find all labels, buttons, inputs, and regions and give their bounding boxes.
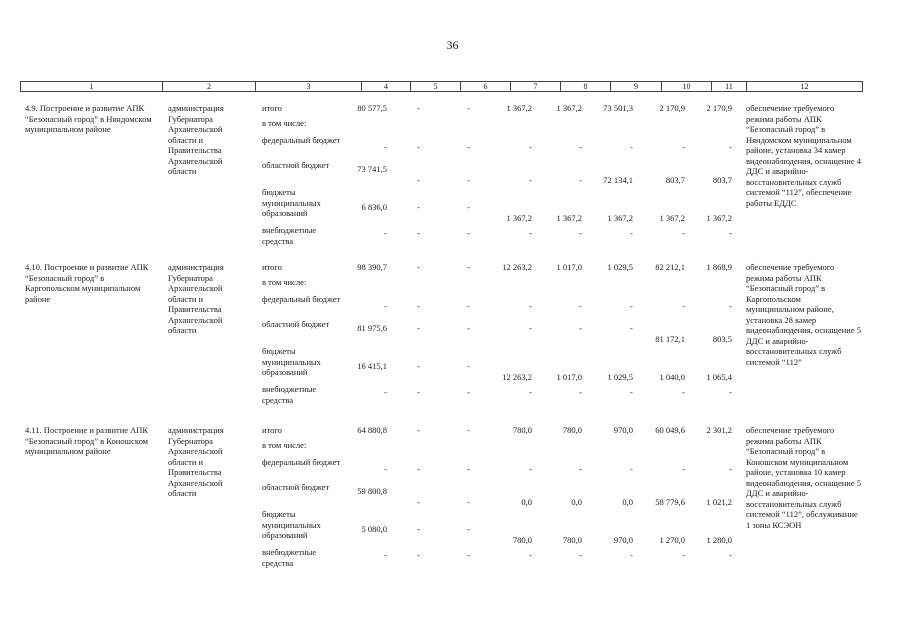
- funding-value-c5: -: [417, 228, 420, 238]
- funding-value-c7: -: [529, 464, 532, 474]
- funding-value-c9: -: [630, 142, 633, 152]
- funding-value-c8: -: [579, 387, 582, 397]
- funding-value-c7: 780,0: [512, 535, 532, 545]
- funding-source-label: областной бюджет: [262, 319, 330, 329]
- funding-value-c10: 2 170,9: [659, 103, 685, 113]
- funding-value-c6: -: [467, 497, 470, 507]
- funding-value-c8: 0,0: [571, 497, 582, 507]
- funding-value-c5: -: [417, 425, 420, 435]
- column-number: 4: [362, 82, 411, 92]
- funding-value-c9: 970,0: [613, 535, 633, 545]
- funding-value-c9: 1 029,5: [607, 262, 633, 272]
- funding-value-c11: 2 301,2: [706, 425, 732, 435]
- funding-value-c11: -: [729, 228, 732, 238]
- funding-value-c5: -: [417, 175, 420, 185]
- funding-value-c11: 1 367,2: [706, 213, 732, 223]
- section-name: 4.10. Построение и развитие АПК “Безопасный город” в Каргопольском муниципальном районе: [25, 262, 149, 304]
- funding-source-label: областной бюджет: [262, 160, 330, 170]
- funding-value-c11: -: [729, 142, 732, 152]
- funding-value-c6: -: [467, 361, 470, 371]
- program-section: [0, 262, 905, 412]
- funding-value-c6: -: [467, 175, 470, 185]
- funding-value-c4: -: [384, 301, 387, 311]
- funding-value-c6: -: [467, 550, 470, 560]
- column-number: 6: [461, 82, 511, 92]
- funding-value-c5: -: [417, 387, 420, 397]
- funding-source-label: итого: [262, 262, 282, 272]
- funding-value-c5: -: [417, 361, 420, 371]
- funding-value-c5: -: [417, 103, 420, 113]
- column-number: 11: [712, 82, 747, 92]
- funding-source-label: итого: [262, 425, 282, 435]
- funding-value-c8: -: [579, 142, 582, 152]
- funding-value-c5: -: [417, 262, 420, 272]
- funding-value-c4: 64 880,8: [357, 425, 387, 435]
- funding-value-c5: -: [417, 497, 420, 507]
- funding-value-c7: -: [529, 387, 532, 397]
- program-section: [0, 425, 905, 575]
- funding-value-c6: -: [467, 103, 470, 113]
- section-name: 4.9. Построение и развитие АПК “Безопасный город” в Няндомском муниципальном районе: [25, 103, 152, 134]
- funding-value-c4: -: [384, 142, 387, 152]
- funding-value-c7: 780,0: [512, 425, 532, 435]
- funding-value-c5: -: [417, 524, 420, 534]
- funding-value-c11: -: [729, 464, 732, 474]
- funding-value-c6: -: [467, 202, 470, 212]
- funding-value-c7: -: [529, 228, 532, 238]
- section-executor: администрация Губернатора Архангельской области и Правительства Архангельской области: [168, 262, 224, 335]
- funding-source-label: бюджеты муниципальных образований: [262, 346, 321, 377]
- funding-value-c5: -: [417, 142, 420, 152]
- funding-value-c9: 73 501,3: [603, 103, 633, 113]
- funding-value-c7: 0,0: [521, 497, 532, 507]
- funding-value-c5: -: [417, 464, 420, 474]
- funding-value-c10: 1 367,2: [659, 213, 685, 223]
- funding-value-c6: -: [467, 262, 470, 272]
- funding-value-c10: 81 172,1: [655, 334, 685, 344]
- funding-value-c11: 1 280,0: [706, 535, 732, 545]
- funding-value-c10: -: [682, 228, 685, 238]
- funding-value-c4: 59 800,8: [357, 486, 387, 496]
- funding-value-c9: -: [630, 323, 633, 333]
- column-header-row: [20, 81, 863, 92]
- funding-value-c10: 82 212,1: [655, 262, 685, 272]
- funding-value-c9: 1 029,5: [607, 372, 633, 382]
- funding-value-c4: -: [384, 464, 387, 474]
- funding-value-c8: 1 367,2: [556, 103, 582, 113]
- column-number: 8: [561, 82, 611, 92]
- funding-value-c11: -: [729, 550, 732, 560]
- funding-source-label: федеральный бюджет: [262, 457, 341, 467]
- funding-value-c11: -: [729, 387, 732, 397]
- funding-value-c10: 1 040,0: [659, 372, 685, 382]
- section-result: обеспечение требуемого режима работы АПК “Безопасный город” в Каргопольском муниципальном районе, установка 28 камер видеонаблюдения, оснащение 5 ДДС и аварийно-восстановительных служб системой “112”: [746, 262, 861, 367]
- funding-value-c6: -: [467, 387, 470, 397]
- funding-value-c9: 970,0: [613, 425, 633, 435]
- funding-source-label: в том числе:: [262, 118, 307, 128]
- funding-value-c6: -: [467, 301, 470, 311]
- funding-source-label: внебюджетные средства: [262, 547, 317, 568]
- funding-value-c7: 12 263,2: [502, 262, 532, 272]
- funding-value-c11: 1 065,4: [706, 372, 732, 382]
- column-number: 5: [411, 82, 461, 92]
- funding-value-c7: -: [529, 301, 532, 311]
- funding-value-c8: 1 017,0: [556, 262, 582, 272]
- funding-value-c4: 5 080,0: [361, 524, 387, 534]
- funding-value-c8: -: [579, 301, 582, 311]
- funding-value-c8: -: [579, 228, 582, 238]
- funding-value-c8: -: [579, 175, 582, 185]
- funding-source-label: бюджеты муниципальных образований: [262, 509, 321, 540]
- section-name: 4.11. Построение и развитие АПК “Безопасный город” в Коношском муниципальном районе: [25, 425, 149, 456]
- funding-value-c10: -: [682, 464, 685, 474]
- funding-value-c8: 1 017,0: [556, 372, 582, 382]
- funding-value-c5: -: [417, 323, 420, 333]
- funding-value-c10: -: [682, 301, 685, 311]
- funding-value-c8: -: [579, 464, 582, 474]
- funding-value-c5: -: [417, 202, 420, 212]
- program-section: [0, 103, 905, 253]
- funding-value-c11: 1 868,9: [706, 262, 732, 272]
- funding-value-c11: 803,5: [712, 334, 732, 344]
- column-number: 12: [747, 82, 863, 92]
- funding-value-c7: -: [529, 550, 532, 560]
- funding-value-c6: -: [467, 425, 470, 435]
- funding-value-c6: -: [467, 524, 470, 534]
- funding-value-c4: 80 577,5: [357, 103, 387, 113]
- funding-value-c9: -: [630, 228, 633, 238]
- funding-value-c8: -: [579, 550, 582, 560]
- funding-value-c5: -: [417, 550, 420, 560]
- funding-value-c4: 98 390,7: [357, 262, 387, 272]
- funding-value-c6: -: [467, 323, 470, 333]
- funding-value-c4: -: [384, 550, 387, 560]
- funding-value-c10: 1 270,0: [659, 535, 685, 545]
- section-executor: администрация Губернатора Архангельской области и Правительства Архангельской области: [168, 103, 224, 176]
- funding-source-label: внебюджетные средства: [262, 384, 317, 405]
- funding-value-c9: 1 367,2: [607, 213, 633, 223]
- funding-source-label: бюджеты муниципальных образований: [262, 187, 321, 218]
- funding-value-c9: -: [630, 550, 633, 560]
- funding-value-c9: 0,0: [622, 497, 633, 507]
- funding-source-label: внебюджетные средства: [262, 225, 317, 246]
- funding-value-c10: 803,7: [665, 175, 685, 185]
- funding-value-c5: -: [417, 301, 420, 311]
- funding-value-c10: -: [682, 387, 685, 397]
- column-number: 2: [163, 82, 256, 92]
- funding-value-c9: -: [630, 387, 633, 397]
- funding-value-c7: 12 263,2: [502, 372, 532, 382]
- column-number: 3: [256, 82, 362, 92]
- column-number: 10: [662, 82, 712, 92]
- funding-value-c11: 1 021,2: [706, 497, 732, 507]
- funding-value-c6: -: [467, 228, 470, 238]
- funding-value-c10: 58 779,6: [655, 497, 685, 507]
- column-number: 9: [611, 82, 662, 92]
- funding-source-label: в том числе:: [262, 440, 307, 450]
- column-number: 7: [511, 82, 561, 92]
- page-number: 36: [446, 38, 459, 52]
- funding-value-c8: 780,0: [562, 535, 582, 545]
- funding-value-c4: 6 836,0: [361, 202, 387, 212]
- funding-value-c10: -: [682, 550, 685, 560]
- funding-value-c9: 72 134,1: [603, 175, 633, 185]
- funding-value-c9: -: [630, 301, 633, 311]
- funding-source-label: итого: [262, 103, 282, 113]
- funding-value-c10: -: [682, 142, 685, 152]
- funding-value-c4: -: [384, 387, 387, 397]
- funding-value-c8: 1 367,2: [556, 213, 582, 223]
- funding-value-c11: 2 170,9: [706, 103, 732, 113]
- funding-value-c8: 780,0: [562, 425, 582, 435]
- section-result: обеспечение требуемого режима работы АПК “Безопасный город” в Коношском муниципальном районе, установка 10 камер видеонаблюдения, оснащение 5 ДДС и аварийно-восстановительных служб системой “112”, обслуживание 1 зоны КСЭОН: [746, 425, 861, 530]
- funding-source-label: в том числе:: [262, 277, 307, 287]
- funding-value-c7: -: [529, 142, 532, 152]
- funding-value-c4: -: [384, 228, 387, 238]
- funding-value-c4: 73 741,5: [357, 164, 387, 174]
- funding-value-c7: -: [529, 323, 532, 333]
- funding-value-c7: 1 367,2: [506, 103, 532, 113]
- funding-value-c7: -: [529, 175, 532, 185]
- funding-value-c4: 16 415,1: [357, 361, 387, 371]
- funding-value-c7: 1 367,2: [506, 213, 532, 223]
- funding-value-c8: -: [579, 323, 582, 333]
- funding-source-label: областной бюджет: [262, 482, 330, 492]
- funding-value-c6: -: [467, 464, 470, 474]
- column-number: 1: [21, 82, 163, 92]
- funding-value-c10: 60 049,6: [655, 425, 685, 435]
- section-executor: администрация Губернатора Архангельской области и Правительства Архангельской области: [168, 425, 224, 498]
- funding-value-c9: -: [630, 464, 633, 474]
- funding-value-c4: 81 975,6: [357, 323, 387, 333]
- funding-value-c11: -: [729, 301, 732, 311]
- section-result: обеспечение требуемого режима работы АПК “Безопасный город” в Няндомском муниципальном районе, установка 34 камер видеонаблюдения, оснащение 4 ДДС и аварийно-восстановительных служб системой “112”, обеспечение работы ЕДДС: [746, 103, 861, 208]
- funding-value-c6: -: [467, 142, 470, 152]
- funding-source-label: федеральный бюджет: [262, 135, 341, 145]
- funding-source-label: федеральный бюджет: [262, 294, 341, 304]
- funding-value-c11: 803,7: [712, 175, 732, 185]
